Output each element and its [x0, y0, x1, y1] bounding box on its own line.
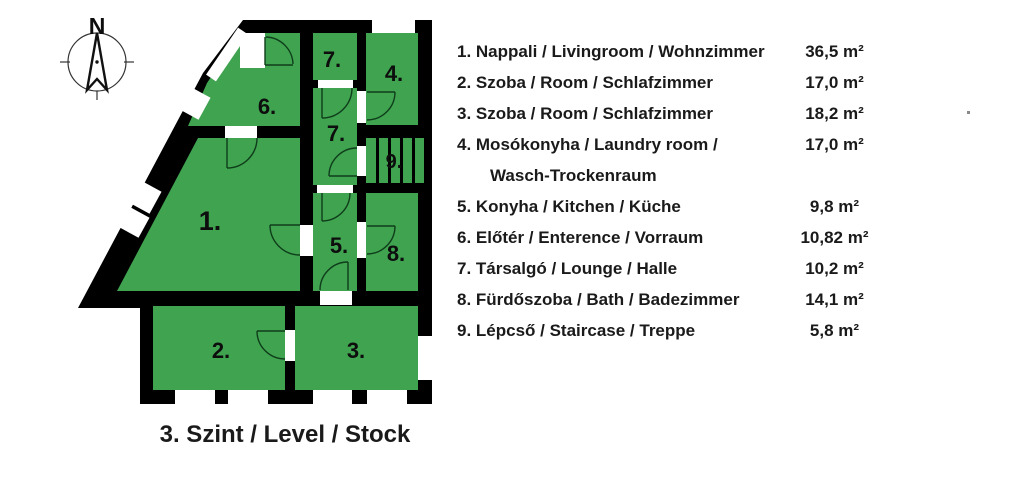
legend-room-name: 6. Előtér / Enterence / Vorraum	[457, 227, 704, 247]
legend-room-area: 14,1 m²	[805, 289, 864, 309]
window-bottom-3	[313, 390, 352, 404]
floor-caption: 3. Szint / Level / Stock	[159, 421, 411, 448]
door-gap-room6-room1	[225, 126, 257, 138]
door-gap-room1-room5	[300, 225, 313, 256]
window-diagonal-c	[128, 212, 139, 232]
door-gap-room7l-stairs	[357, 146, 366, 176]
legend-room-name: 3. Szoba / Room / Schlafzimmer	[457, 103, 714, 123]
label-room-6: 6.	[257, 94, 277, 119]
compass-rose	[60, 13, 134, 100]
compass-center-dot	[95, 60, 98, 63]
legend-room-name: 5. Konyha / Kitchen / Küche	[457, 196, 681, 216]
label-room-9: 9.	[385, 151, 403, 173]
legend-row	[457, 284, 887, 315]
legend-room-area: 5,8 m²	[809, 320, 860, 340]
window-right	[418, 336, 433, 380]
legend-row	[457, 222, 887, 253]
legend-room-area: 10,82 m²	[800, 227, 869, 247]
legend-row	[457, 315, 887, 346]
door-gap-room8	[357, 222, 366, 258]
label-room-2: 2.	[211, 338, 231, 363]
label-room-1: 1.	[198, 206, 222, 236]
label-room-7-lower: 7.	[326, 121, 346, 146]
door-gap-room4	[357, 91, 366, 123]
speck	[967, 111, 970, 114]
window-bottom-2	[228, 390, 268, 404]
legend-room-name: 4. Mosókonyha / Laundry room /	[457, 134, 718, 154]
compass-north-label: N	[88, 13, 106, 39]
legend-room-name: 8. Fürdőszoba / Bath / Badezimmer	[457, 289, 740, 309]
label-room-8: 8.	[386, 241, 406, 266]
door-gap-room2-room3	[285, 330, 295, 361]
legend-row	[457, 36, 887, 67]
floorplan-drawing	[55, 5, 455, 410]
window-diagonal-a	[188, 92, 200, 114]
legend-room-area: 18,2 m²	[805, 103, 864, 123]
legend-row	[457, 67, 887, 98]
legend-room-area: 9,8 m²	[809, 196, 860, 216]
legend-room-area: 17,0 m²	[805, 134, 864, 154]
legend-row	[457, 98, 887, 129]
legend-room-area: 17,0 m²	[805, 72, 864, 92]
door-gap-room5-room3	[320, 291, 352, 305]
window-bottom-4	[367, 390, 407, 404]
legend-row	[457, 253, 887, 284]
label-room-3: 3.	[346, 338, 366, 363]
label-room-7-upper: 7.	[322, 47, 342, 72]
door-gap-room7l-room5	[317, 185, 353, 193]
legend-room-name: 2. Szoba / Room / Schlafzimmer	[457, 72, 714, 92]
legend-room-area: 36,5 m²	[805, 41, 864, 61]
legend-row	[457, 129, 887, 160]
label-room-5: 5.	[329, 233, 349, 258]
legend-room-name: 1. Nappali / Livingroom / Wohnzimmer	[457, 41, 765, 61]
legend-room-area: 10,2 m²	[805, 258, 864, 278]
window-bottom-1	[175, 390, 215, 404]
rooms	[117, 33, 424, 390]
legend-room-name: 7. Társalgó / Lounge / Halle	[457, 258, 678, 278]
legend-room-name-line2: Wasch-Trockenraum	[490, 165, 657, 185]
window-top	[372, 20, 415, 33]
legend-room-name: 9. Lépcső / Staircase / Treppe	[457, 320, 696, 340]
legend-row	[457, 191, 887, 222]
door-gap-room7u-room7l	[318, 80, 353, 88]
window-diagonal-b	[139, 186, 151, 208]
label-room-4: 4.	[384, 61, 404, 86]
legend	[457, 36, 887, 346]
legend-row-continuation	[457, 160, 887, 191]
